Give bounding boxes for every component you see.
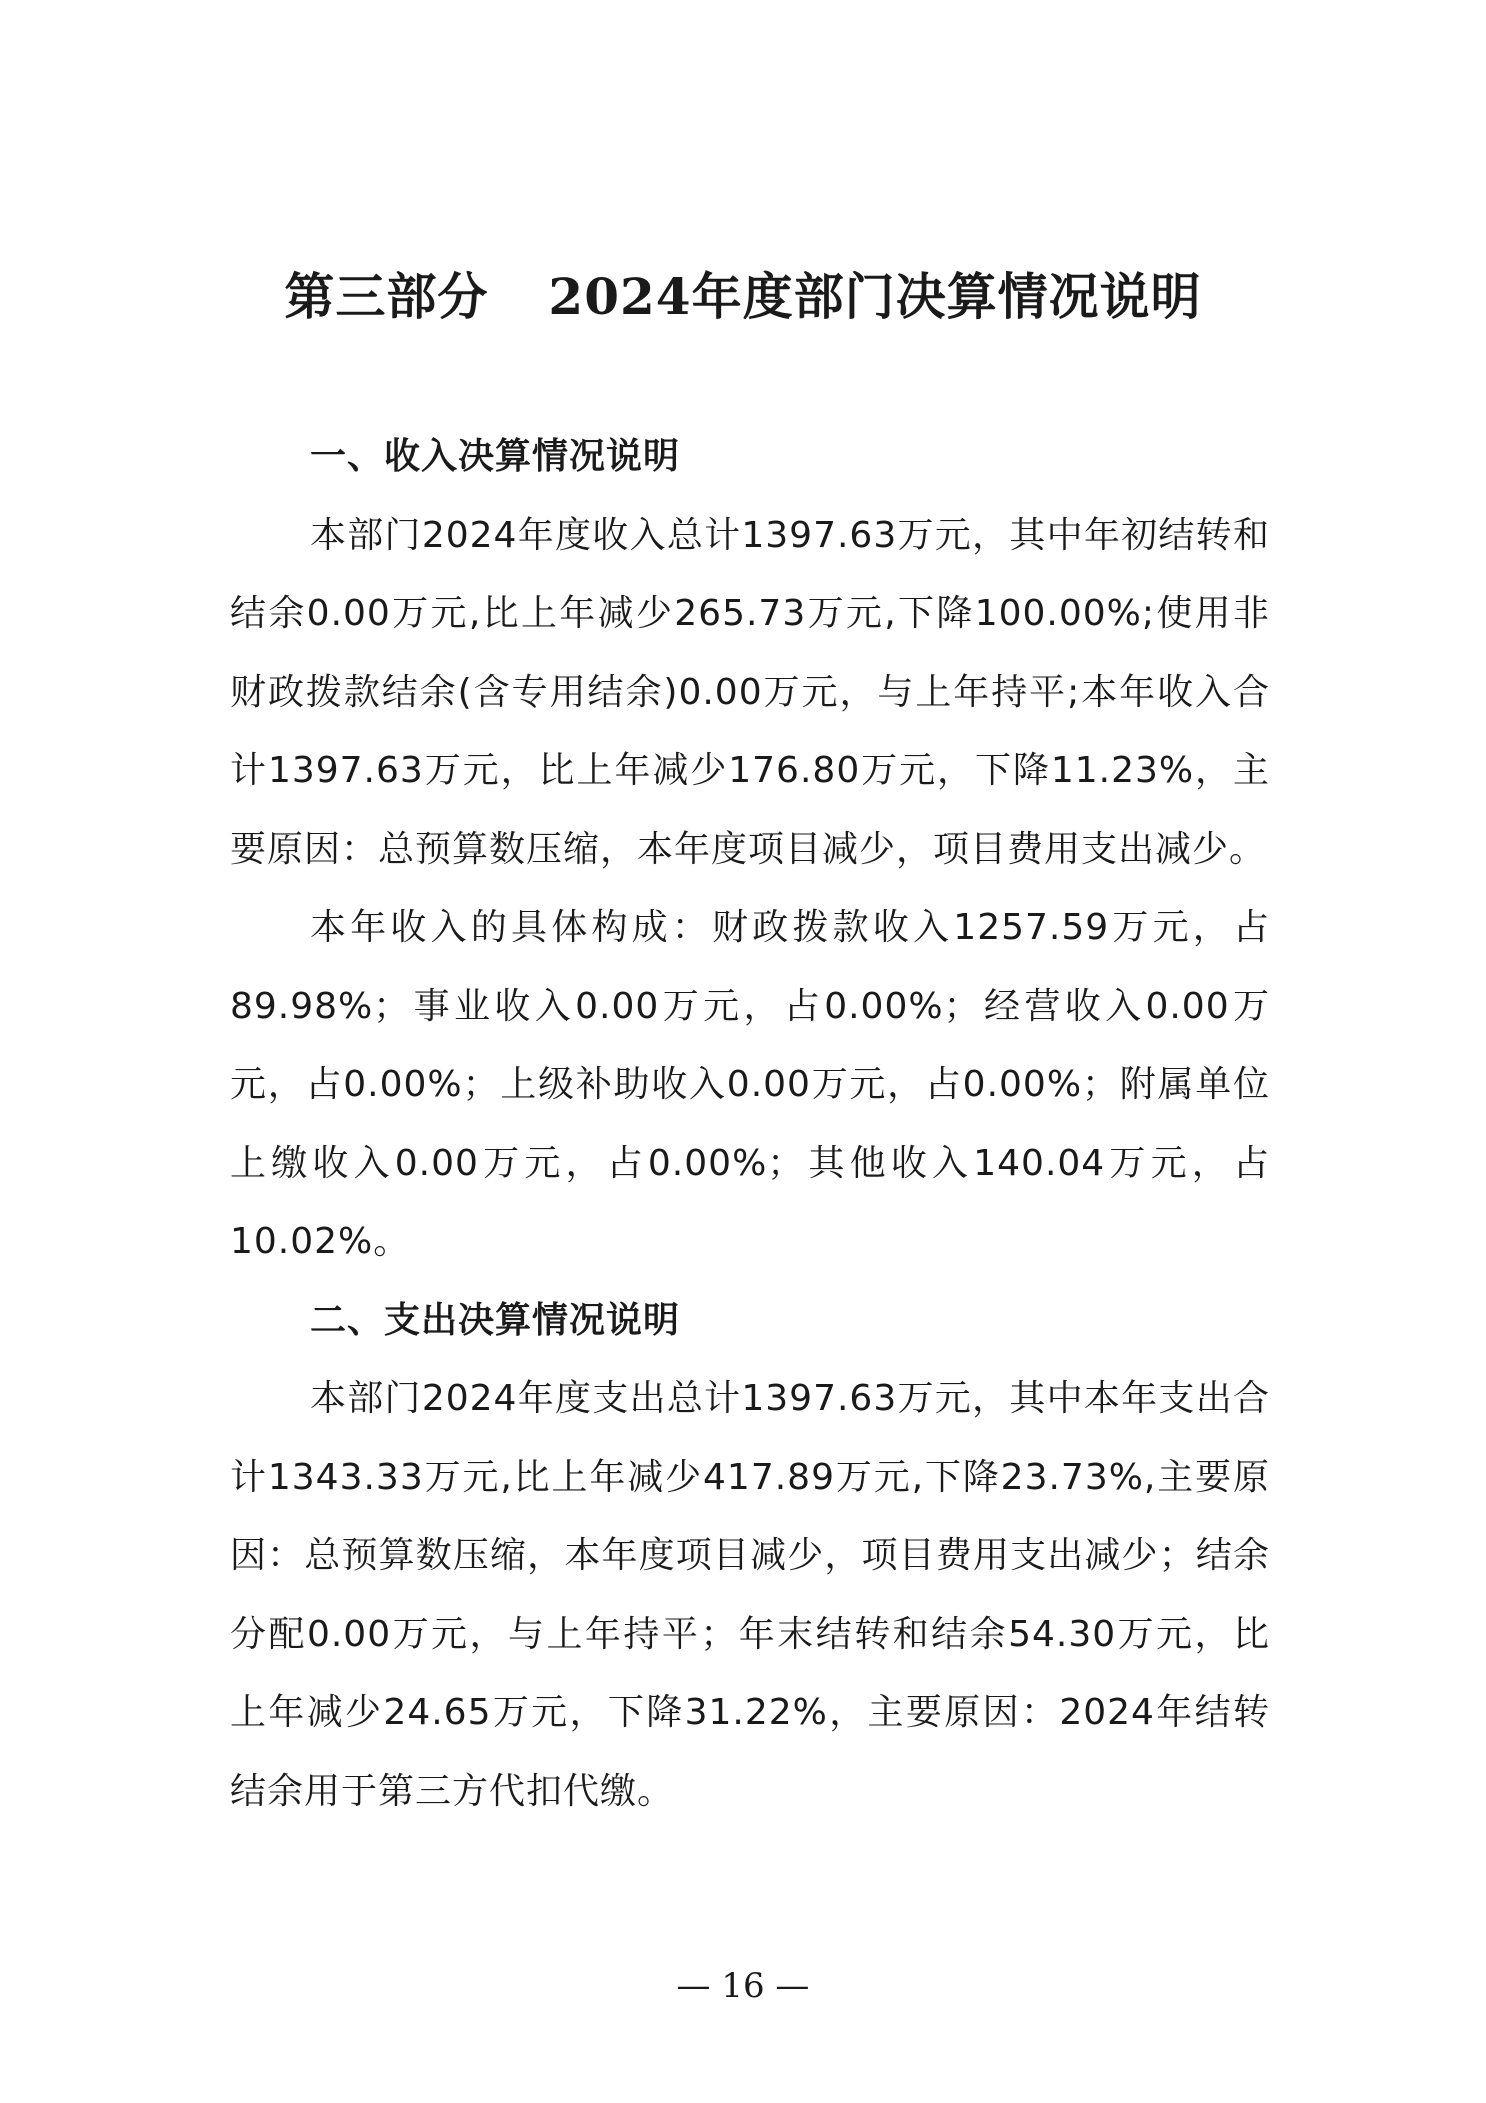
section-heading-income: 一、收入决算情况说明	[310, 436, 681, 477]
income-paragraph-2: 本年收入的具体构成：财政拨款收入1257.59万元，占89.98%；事业收入0.00万元，占0.00%；经营收入0.00万元，占0.00%；上级补助收入0.00万元，占0.00%；附属单位上缴收入0.00万元，占0.00%；其他收入140.04万元，占10.02%。	[230, 907, 1270, 1262]
page-number: — 16 —	[676, 1966, 810, 2006]
page-title	[0, 262, 1486, 332]
document-body	[230, 418, 1270, 1831]
income-paragraph-1: 本部门2024年度收入总计1397.63万元，其中年初结转和结余0.00万元,比上年减少265.73万元,下降100.00%;使用非财政拨款结余(含专用结余)0.00万元，与上年持平;本年收入合计1397.63万元，比上年减少176.80万元，下降11.23%，主要原因：总预算数压缩，本年度项目减少，项目费用支出减少。	[230, 514, 1270, 870]
expenditure-paragraph-1: 本部门2024年度支出总计1397.63万元，其中本年支出合计1343.33万元,比上年减少417.89万元,下降23.73%,主要原因：总预算数压缩，本年度项目减少，项目费用支出减少；结余分配0.00万元，与上年持平；年末结转和结余54.30万元，比上年减少24.65万元，下降31.22%，主要原因：2024年结转结余用于第三方代扣代缴。	[230, 1378, 1270, 1812]
section-heading-expenditure: 二、支出决算情况说明	[310, 1299, 681, 1341]
title-part: 第三部分	[284, 267, 489, 326]
title-text: 2024年度部门决算情况说明	[548, 267, 1202, 326]
